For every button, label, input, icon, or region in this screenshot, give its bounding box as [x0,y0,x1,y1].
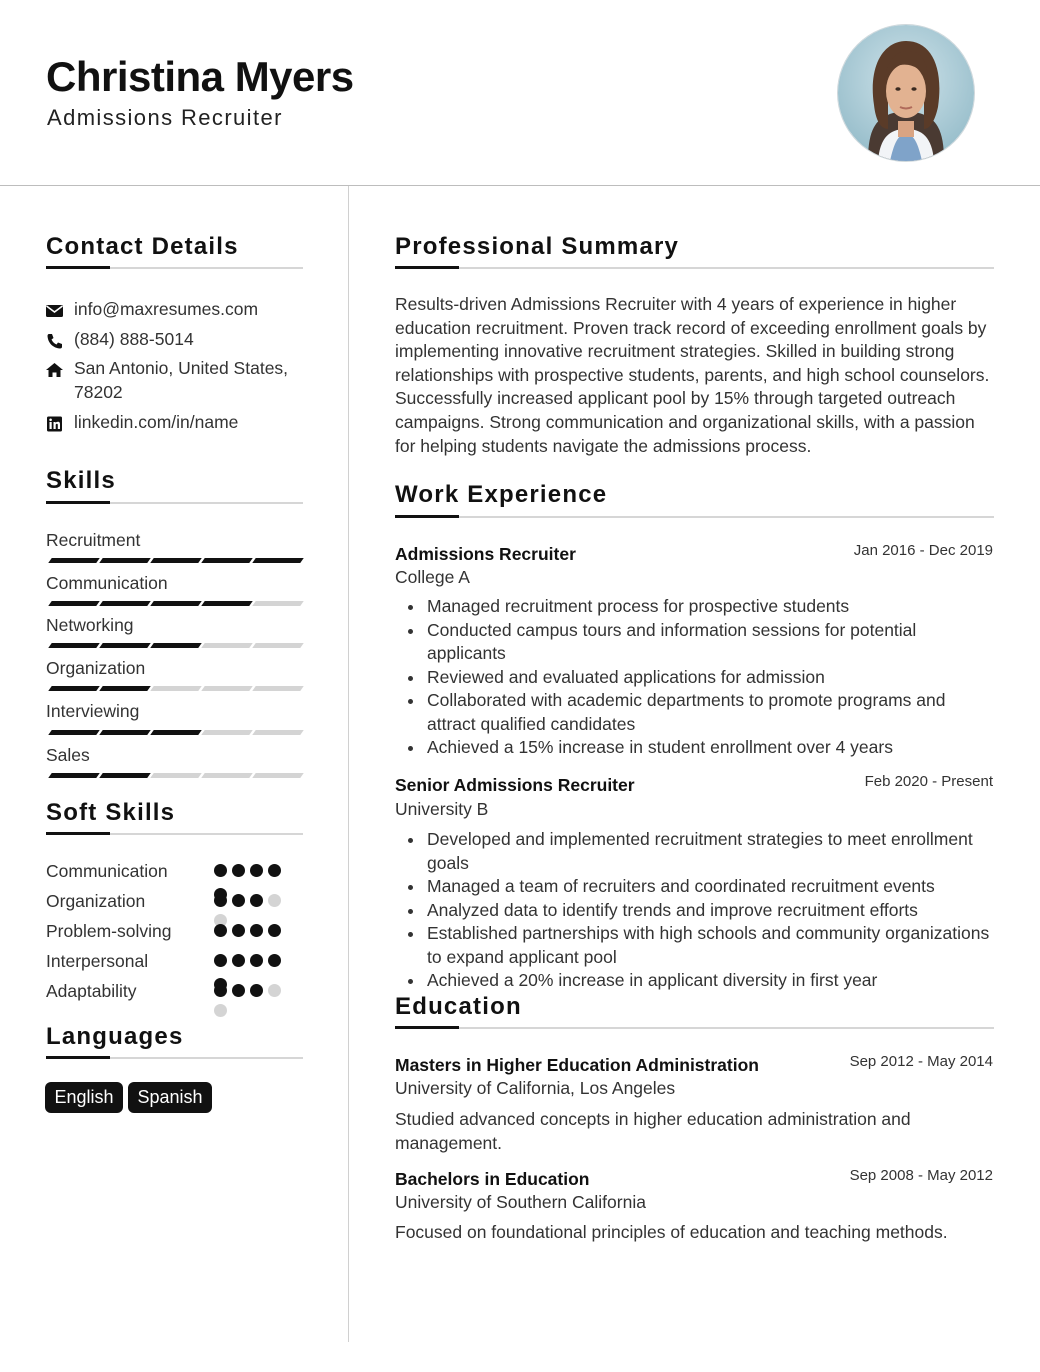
skill-label: Interviewing [46,701,140,721]
skill-level-segment [48,643,100,648]
skill-level-bar [46,730,302,735]
skill-level-segment [48,773,100,778]
summary-section-rule [395,267,994,269]
soft-skills-section-title: Soft Skills [46,799,176,826]
skill-level-segment [150,601,202,606]
rating-dot [232,864,245,877]
profile-photo [837,24,975,162]
email-text: info@maxresumes.com [74,299,259,319]
language-badge: English [45,1082,123,1113]
skill-level-segment [99,773,151,778]
rating-dot [232,954,245,967]
header-divider [0,185,1040,186]
rating-dot [214,978,227,991]
contact-section-rule [46,267,303,269]
candidate-name: Christina Myers [46,53,354,100]
bullet-item: Achieved a 20% increase in applicant diversity in first year [395,969,995,993]
rating-dot [214,864,227,877]
resume-header [0,0,1040,186]
skills-section-title: Skills [46,467,116,494]
rating-dot [268,984,281,997]
summary-section-title: Professional Summary [395,233,680,260]
soft-skill-rating [214,954,294,984]
skill-label: Recruitment [46,530,141,550]
skill-level-segment [150,643,202,648]
skill-level-segment [99,730,151,735]
soft-skill-label: Organization [46,891,146,911]
skill-level-segment [99,643,151,648]
education-description: Focused on foundational principles of education and teaching methods. [395,1222,948,1242]
phone-text: (884) 888-5014 [74,329,194,349]
skill-level-segment [48,730,100,735]
language-badge: Spanish [128,1082,212,1113]
skill-level-segment [48,601,100,606]
skill-level-segment [150,686,202,691]
summary-text: Results-driven Admissions Recruiter with 4 years of experience in higher education recruitment. Proven track record of exceeding enrollment goals by implementing innovative recruitment strategies. Skilled in building strong relationships with prospective students, parents, and high school counselors. Successfully increased applicant pool by 15% through targeted outreach campaigns. Strong communication and organizational skills, with a passion for helping students navigate the admissions process. [395,294,990,456]
skill-level-bar [46,643,302,648]
skill-level-segment [252,643,304,648]
rating-dot [268,864,281,877]
education-school: University of Southern California [395,1192,646,1212]
skill-label: Organization [46,658,146,678]
skills-section-rule [46,502,303,504]
soft-skill-rating [214,924,294,954]
rating-dot [214,924,227,937]
bullet-item: Conducted campus tours and information sessions for potential applicants [395,619,995,666]
phone-icon [46,332,63,348]
bullet-item: Collaborated with academic departments to promote programs and attract qualified candidates [395,689,995,736]
rating-dot [250,954,263,967]
soft-skill-rating [214,864,294,894]
bullet-item: Established partnerships with high schools and community organizations to expand applicant pool [395,922,995,969]
rating-dot [250,894,263,907]
languages-section-rule [46,1057,303,1059]
skill-level-segment [48,558,100,563]
bullet-item: Managed recruitment process for prospective students [395,595,995,619]
rating-dot [268,894,281,907]
skill-level-segment [201,686,253,691]
job-title: Senior Admissions Recruiter [395,775,635,795]
soft-skill-label: Communication [46,861,168,881]
address-line1: San Antonio, United States, [74,358,289,378]
skill-label: Networking [46,615,134,635]
skill-level-segment [99,558,151,563]
skill-level-segment [201,601,253,606]
column-divider [348,186,349,1342]
education-degree: Masters in Higher Education Administration [395,1055,759,1075]
skill-level-bar [46,773,302,778]
home-icon [46,361,63,377]
rating-dot [268,924,281,937]
education-school: University of California, Los Angeles [395,1078,676,1098]
bullet-item: Reviewed and evaluated applications for admission [395,666,995,690]
education-dates: Sep 2012 - May 2014 [849,1053,993,1070]
skill-level-segment [252,686,304,691]
skill-level-segment [150,558,202,563]
job-dates: Jan 2016 - Dec 2019 [853,542,993,559]
rating-dot [250,924,263,937]
skill-level-bar [46,558,302,563]
skill-level-segment [48,686,100,691]
languages-section-title: Languages [46,1023,184,1050]
skill-level-segment [201,773,253,778]
skill-level-segment [252,730,304,735]
job-bullets [395,595,995,760]
rating-dot [232,894,245,907]
rating-dot [232,984,245,997]
bullet-item: Developed and implemented recruitment strategies to meet enrollment goals [395,828,995,875]
bullet-item: Managed a team of recruiters and coordinated recruitment events [395,875,995,899]
job-title: Admissions Recruiter [395,544,576,564]
rating-dot [214,888,227,901]
skill-level-segment [201,643,253,648]
contact-section-title: Contact Details [46,233,239,260]
envelope-icon [46,302,63,318]
skill-level-segment [201,730,253,735]
experience-section-rule [395,516,994,518]
skill-level-bar [46,601,302,606]
skill-level-segment [252,558,304,563]
soft-skills-section-rule [46,833,303,835]
linkedin-icon [46,415,63,431]
job-dates: Feb 2020 - Present [864,773,993,790]
education-description: Studied advanced concepts in higher education administration and management. [395,1109,911,1153]
skill-level-segment [252,601,304,606]
candidate-role: Admissions Recruiter [47,105,283,130]
skill-label: Sales [46,745,90,765]
experience-section-title: Work Experience [395,481,608,508]
rating-dot [250,984,263,997]
skill-level-segment [150,773,202,778]
soft-skill-rating [214,894,294,924]
rating-dot [232,924,245,937]
job-organization: University B [395,799,489,819]
bullet-item: Achieved a 15% increase in student enrollment over 4 years [395,736,995,760]
education-section-title: Education [395,993,522,1020]
skill-level-segment [201,558,253,563]
job-bullets [395,828,995,993]
education-section-rule [395,1027,994,1029]
linkedin-text: linkedin.com/in/name [74,412,239,432]
soft-skill-rating [214,984,294,1014]
skill-level-segment [99,686,151,691]
education-dates: Sep 2008 - May 2012 [849,1167,993,1184]
address-line2: 78202 [74,382,123,402]
skill-level-segment [150,730,202,735]
education-degree: Bachelors in Education [395,1169,590,1189]
skill-label: Communication [46,573,168,593]
skill-level-segment [99,601,151,606]
skill-level-segment [252,773,304,778]
job-organization: College A [395,567,470,587]
skill-level-bar [46,686,302,691]
soft-skill-label: Problem-solving [46,921,172,941]
soft-skill-label: Adaptability [46,981,137,1001]
rating-dot [214,954,227,967]
rating-dot [214,1004,227,1017]
bullet-item: Analyzed data to identify trends and improve recruitment efforts [395,899,995,923]
rating-dot [268,954,281,967]
rating-dot [250,864,263,877]
soft-skill-label: Interpersonal [46,951,149,971]
